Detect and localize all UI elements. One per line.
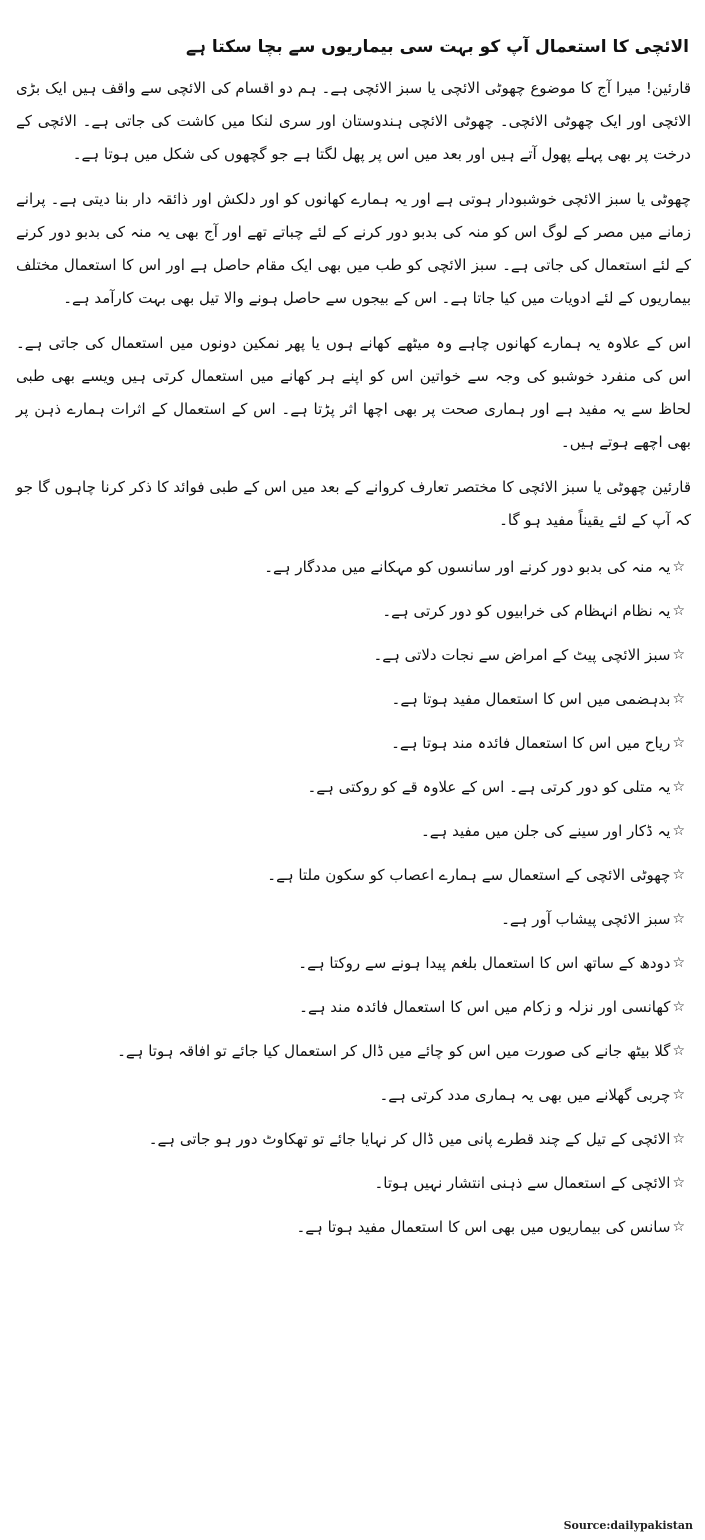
star-icon: ☆ (672, 603, 685, 619)
star-icon: ☆ (672, 1175, 685, 1191)
article-paragraph: قارئین! میرا آج کا موضوع چھوٹی الائچی یا سبز الائچی ہے۔ ہم دو اقسام کی الائچی سے واقف ہیں ایک بڑی الائچی اور ایک چھوٹی الائچی۔ چھوٹی الائچی ہندوستان اور سری لنکا میں کاشت کی جاتی ہے۔ الائچی کے درخت پر بھی پہلے پھول آتے ہیں اور بعد میں اس پر پھل لگتا ہے جو گچھوں کی شکل میں ہوتا ہے۔ (16, 79, 691, 163)
article-paragraph: قارئین چھوٹی یا سبز الائچی کا مختصر تعارف کروانے کے بعد میں اس کے طبی فوائد کا ذکر کرنا چاہوں گا جو کہ آپ کے لئے یقیناً مفید ہو گا۔ (16, 478, 691, 529)
list-item-text: سبز الائچی پیٹ کے امراض سے نجات دلاتی ہے۔ (373, 646, 671, 664)
star-icon: ☆ (672, 1219, 685, 1235)
list-item-text: الائچی کے استعمال سے ذہنی انتشار نہیں ہوتا۔ (374, 1174, 671, 1192)
list-item (16, 643, 685, 687)
list-item (16, 995, 685, 1039)
list-item (16, 731, 685, 775)
star-icon: ☆ (672, 867, 685, 883)
star-icon: ☆ (672, 1087, 685, 1103)
star-icon: ☆ (672, 779, 685, 795)
list-item-text: یہ ڈکار اور سینے کی جلن میں مفید ہے۔ (420, 822, 671, 840)
star-icon: ☆ (672, 911, 685, 927)
list-item-text: یہ منہ کی بدبو دور کرنے اور سانسوں کو مہکانے میں مددگار ہے۔ (264, 558, 671, 576)
list-item (16, 907, 685, 951)
list-item-text: سبز الائچی پیشاب آور ہے۔ (501, 910, 671, 928)
star-icon: ☆ (672, 823, 685, 839)
list-item-text: کھانسی اور نزلہ و زکام میں اس کا استعمال فائدہ مند ہے۔ (299, 998, 671, 1016)
list-item-text: چربی گھلانے میں بھی یہ ہماری مدد کرتی ہے۔ (379, 1086, 671, 1104)
list-item (16, 863, 685, 907)
list-item (16, 1171, 685, 1215)
list-item-text: یہ متلی کو دور کرتی ہے۔ اس کے علاوہ قے کو روکتی ہے۔ (307, 778, 671, 796)
list-item (16, 687, 685, 731)
article-paragraph: اس کے علاوہ یہ ہمارے کھانوں چاہے وہ میٹھے کھانے ہوں یا پھر نمکین دونوں میں استعمال کی جاتی ہے۔ اس کی منفرد خوشبو کی وجہ سے خواتین اس کو اپنے ہر کھانے میں استعمال کرتی ہیں ویسے بھی طبی لحاظ سے یہ مفید ہے اور ہماری صحت پر بھی اچھا اثر پڑتا ہے۔ اس کے استعمال کے اثرات ہمارے ذہن پر بھی اچھے ہوتے ہیں۔ (16, 334, 691, 451)
star-icon: ☆ (672, 647, 685, 663)
list-item (16, 819, 685, 863)
list-item (16, 1127, 685, 1171)
star-icon: ☆ (672, 559, 685, 575)
list-item (16, 951, 685, 995)
list-item (16, 599, 685, 643)
star-icon: ☆ (672, 735, 685, 751)
star-icon: ☆ (672, 999, 685, 1015)
list-item (16, 775, 685, 819)
star-icon: ☆ (672, 1043, 685, 1059)
star-icon: ☆ (672, 1131, 685, 1147)
list-item-text: گلا بیٹھ جانے کی صورت میں اس کو چائے میں ڈال کر استعمال کیا جائے تو افاقہ ہوتا ہے۔ (117, 1042, 671, 1060)
list-item (16, 1083, 685, 1127)
list-item-text: بدہضمی میں اس کا استعمال مفید ہوتا ہے۔ (391, 690, 671, 708)
list-item-text: سانس کی بیماریوں میں بھی اس کا استعمال مفید ہوتا ہے۔ (296, 1218, 671, 1236)
star-icon: ☆ (672, 955, 685, 971)
article-title: الائچی کا استعمال آپ کو بہت سی بیماریوں سے بچا سکتا ہے (185, 37, 689, 57)
source-credit: Source:dailypakistan (563, 1519, 693, 1532)
list-item-text: الائچی کے تیل کے چند قطرے پانی میں ڈال کر نہایا جائے تو تھکاوٹ دور ہو جاتی ہے۔ (148, 1130, 671, 1148)
benefits-list (16, 555, 685, 1259)
list-item (16, 1215, 685, 1259)
list-item (16, 555, 685, 599)
list-item-text: چھوٹی الائچی کے استعمال سے ہمارے اعصاب کو سکون ملتا ہے۔ (267, 866, 671, 884)
list-item-text: ریاح میں اس کا استعمال فائدہ مند ہوتا ہے۔ (391, 734, 671, 752)
list-item (16, 1039, 685, 1083)
article-paragraph: چھوٹی یا سبز الائچی خوشبودار ہوتی ہے اور یہ ہمارے کھانوں کو اور دلکش اور ذائقہ دار بنا دیتی ہے۔ پرانے زمانے میں مصر کے لوگ اس کو منہ کی بدبو دور کرنے کے لئے چباتے تھے اور آج بھی یہ منہ کی بدبو دور کرنے کے لئے استعمال کی جاتی ہے۔ سبز الائچی کو طب میں بھی ایک مقام حاصل ہے اور اس کا استعمال مختلف بیماریوں کے لئے ادویات میں کیا جاتا ہے۔ اس کے بیجوں سے حاصل ہونے والا تیل بھی بہت کارآمد ہے۔ (16, 190, 691, 307)
star-icon: ☆ (672, 691, 685, 707)
list-item-text: یہ نظام انہظام کی خرابیوں کو دور کرتی ہے۔ (382, 602, 671, 620)
list-item-text: دودھ کے ساتھ اس کا استعمال بلغم پیدا ہونے سے روکتا ہے۔ (298, 954, 671, 972)
